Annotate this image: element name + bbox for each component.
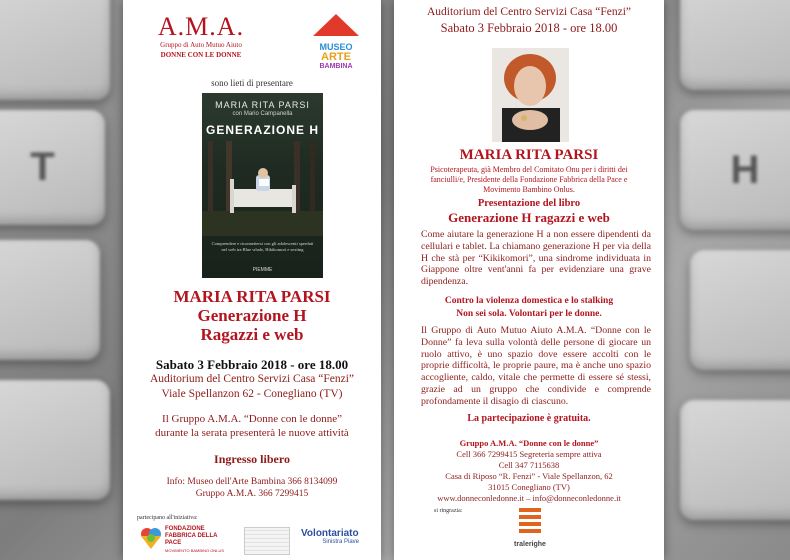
book-coauthor: con Mario Campanella xyxy=(232,111,293,117)
description-paragraph: Come aiutare la generazione H a non essere dipendenti da cellulari e tablet. La chiamano generazione H per via della H che stà per “Kikikomori”, una sindrome individuata in Giappone oltre vent'anni fa per evidenziare una grave dipendenza. xyxy=(421,229,651,288)
free-participation: La partecipazione è gratuita. xyxy=(467,413,591,424)
slogan-line2: Non sei sola. Volontari per le donne. xyxy=(456,309,602,319)
museo-logo-line2: ARTE xyxy=(321,51,351,63)
museo-logo-line3: BAMBINA xyxy=(319,63,353,70)
thanks-label: si ringrazia: xyxy=(434,508,463,514)
event-date: Sabato 3 Febbraio 2018 - ore 18.00 xyxy=(155,357,349,372)
slogan-line1: Contro la violenza domestica e lo stalking xyxy=(444,296,614,306)
keyboard-key-blank xyxy=(690,250,790,370)
book-blurb: Comprendere e riconnettersi con gli adolescenti sperduti nel web tra Blue whale, Hikikomori e sexting xyxy=(211,241,314,252)
partner-volontariato-sub: Sinistra Piave xyxy=(322,539,359,545)
partner-volontariato-logo xyxy=(301,528,371,554)
book-author: MARIA RITA PARSI xyxy=(215,100,310,110)
author-portrait xyxy=(492,48,569,142)
keyboard-key-blank xyxy=(0,240,100,360)
author-name: MARIA RITA PARSI xyxy=(459,147,599,163)
free-entry: Ingresso libero xyxy=(214,452,290,466)
author-bio: Psicoterapeuta, già Membro del Comitato Onu per i diritti dei fanciulli/e, Presidente della Fondazione Fabbrica della Pace e Movimento Bambino Onlus. xyxy=(430,165,628,194)
ama-logo-subtitle-2: DONNE CON LE DONNE xyxy=(160,51,242,59)
book-publisher: PIEMME xyxy=(252,267,273,273)
ama-logo-text: A.M.A. xyxy=(157,12,245,41)
partners-label: partecipano all'iniziativa: xyxy=(137,515,198,521)
group-paragraph: Il Gruppo di Auto Mutuo Aiuto A.M.A. “Donne con le Donne” fa leva sulla volontà delle persone di giocare un ruolo attivo, è uno spazio dove essere accolti con le proprie difficoltà, le proprie paure, ma è anche uno spazio accogliente, caldo, vitale che permette di essere sé stessi, grazie ad un gruppo che condivide e comprende profondamente il disagio di ciascuno. xyxy=(421,325,651,407)
event-address: Viale Spellanzon 62 - Conegliano (TV) xyxy=(161,388,343,400)
forest-bed-illustration xyxy=(202,141,323,236)
ama-logo-subtitle: Gruppo di Auto Mutuo Aiuto xyxy=(160,41,242,49)
keyboard-key-blank xyxy=(0,0,110,100)
group-line2: durante la serata presenterà le nuove attività xyxy=(155,427,349,439)
museo-logo-line1: MUSEO xyxy=(319,42,353,52)
keyboard-key-blank xyxy=(680,400,790,520)
event-flyer-front xyxy=(123,0,381,560)
event-title-line2: Ragazzi e web xyxy=(200,325,304,344)
contact-address: Casa di Riposo “R. Fenzi” - Viale Spellanzon, 62 xyxy=(445,471,613,481)
partner-volontariato-name: Volontariato xyxy=(301,528,359,539)
partner-fondazione-line2: FABBRICA DELLA PACE xyxy=(165,533,218,546)
contact-title: Gruppo A.M.A. “Donne con le donne” xyxy=(459,438,599,448)
book-title: GENERAZIONE H xyxy=(205,123,319,137)
house-roof-icon xyxy=(311,12,361,38)
partner-fondazione-name xyxy=(165,526,235,554)
contact-city: 31015 Conegliano (TV) xyxy=(488,482,570,492)
date-header: Sabato 3 Febbraio 2018 - ore 18.00 xyxy=(440,21,618,35)
partner-fondazione-line1: FONDAZIONE xyxy=(165,526,205,532)
venue-header: Auditorium del Centro Servizi Casa “Fenzi” xyxy=(426,6,632,18)
contact-phone2: Cell 347 7115638 xyxy=(498,460,560,470)
info-line2: Gruppo A.M.A. 366 7299415 xyxy=(195,489,309,499)
contact-phone1: Cell 366 7299415 Segreteria sempre attiva xyxy=(456,449,602,459)
museo-arte-bambina-logo xyxy=(311,12,361,68)
book-title: Generazione H ragazzi e web xyxy=(448,210,610,225)
event-flyer-back xyxy=(394,0,664,560)
partner-sketch-logo xyxy=(244,527,290,555)
keyboard-key-t: T xyxy=(0,110,105,225)
info-line1: Info: Museo dell'Arte Bambina 366 8134099 xyxy=(166,477,338,487)
sponsor-stripes-icon xyxy=(517,506,543,536)
event-venue: Auditorium del Centro Servizi Casa “Fenzi” xyxy=(149,373,355,385)
ama-logo xyxy=(141,14,261,60)
heart-logo-icon xyxy=(139,525,163,551)
contact-web: www.donneconledonne.it – info@donneconledonne.it xyxy=(437,493,621,503)
intro-text: sono lieti di presentare xyxy=(211,78,293,88)
event-title-line1: Generazione H xyxy=(197,306,307,325)
group-line1: Il Gruppo A.M.A. “Donne con le donne” xyxy=(162,413,342,425)
presentation-label: Presentazione del libro xyxy=(477,198,581,209)
portrait-illustration xyxy=(492,48,569,142)
author-name: MARIA RITA PARSI xyxy=(173,287,331,306)
keyboard-key-h: H xyxy=(680,110,790,230)
sponsor-name: tralerighe xyxy=(514,541,546,548)
partner-fondazione-line3: MOVIMENTO BAMBINO ONLUS xyxy=(165,548,225,553)
book-cover xyxy=(202,93,323,278)
keyboard-key-blank xyxy=(0,380,110,500)
sponsor-logo xyxy=(510,506,550,554)
keyboard-key-blank xyxy=(680,0,790,90)
partner-fondazione-logo xyxy=(139,525,229,555)
